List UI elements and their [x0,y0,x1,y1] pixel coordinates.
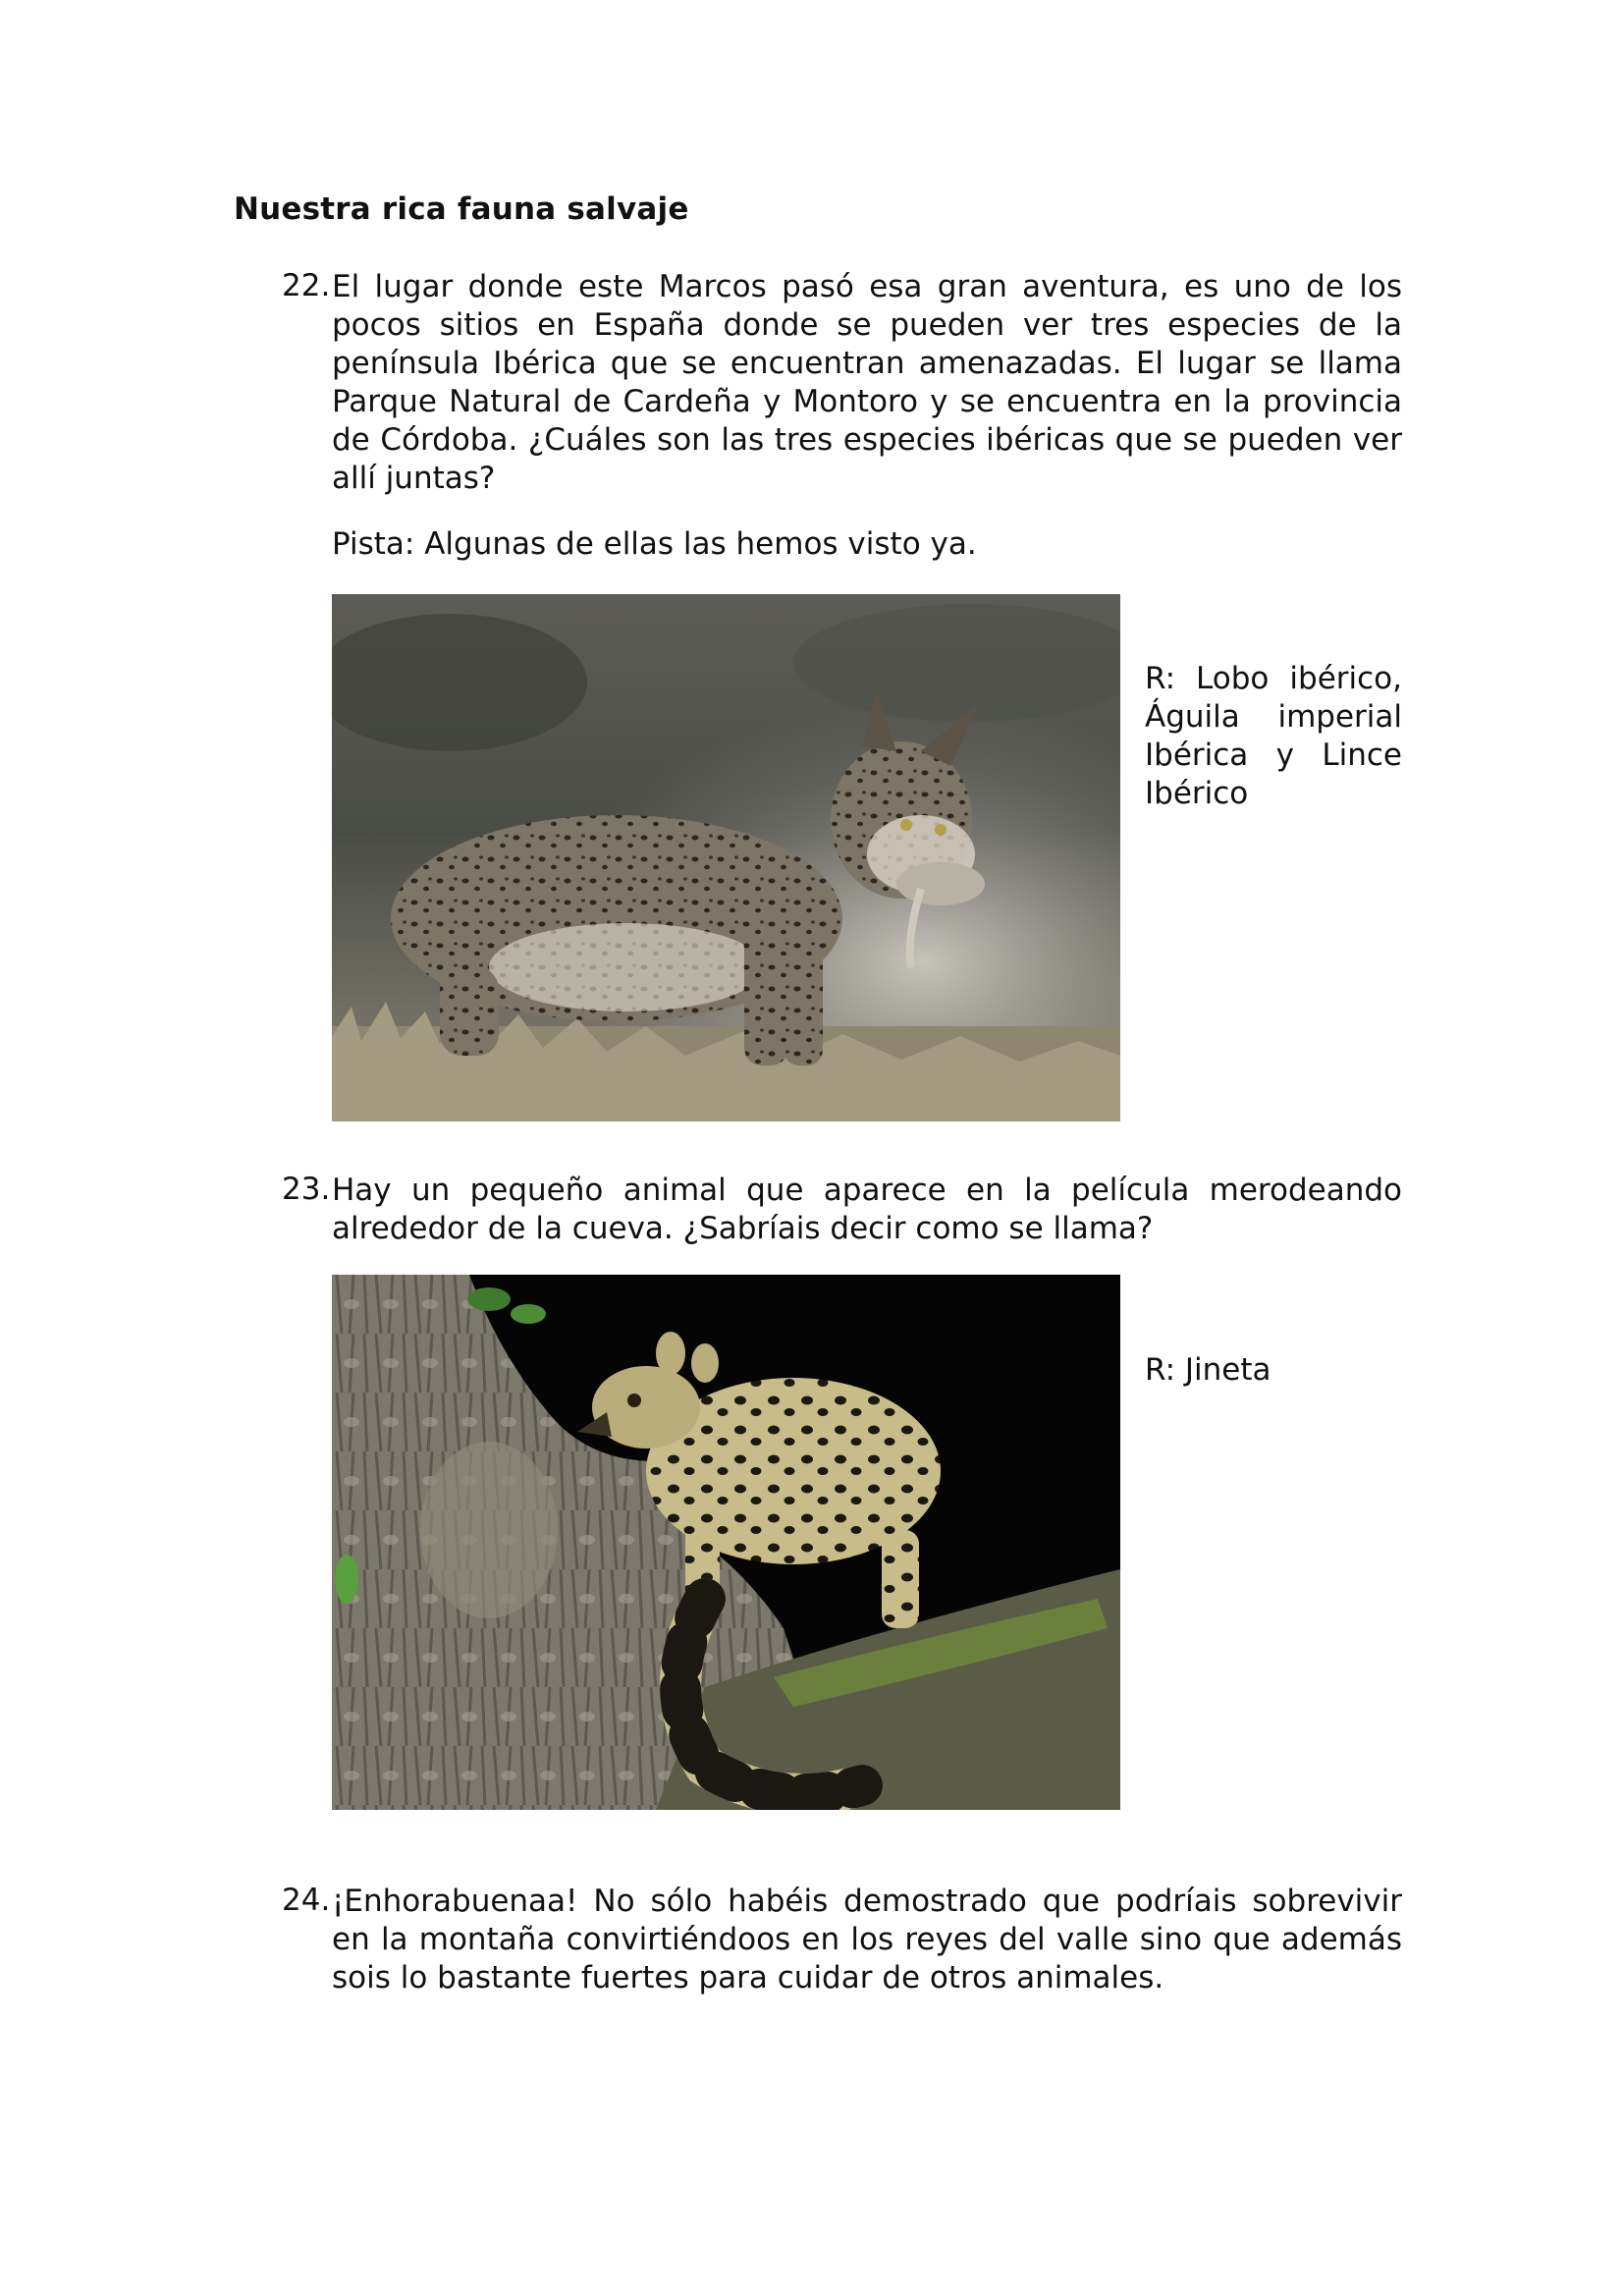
lynx-photo [332,594,1120,1121]
page-title: Nuestra rica fauna salvaje [234,191,689,227]
question-23-number: 23. [282,1172,331,1207]
answer-22: R: Lobo ibérico, Águila imperial Ibérica y Lince Ibérico [1145,661,1402,811]
question-22-text: El lugar donde este Marcos pasó esa gran aventura, es uno de los pocos sitios en España donde se pueden ver tres especies de la península Ibérica que se encuentran amenazadas. El lugar se llama Parque Natural de Cardeña y Montoro y se encuentra en la provincia de Córdoba. ¿Cuáles son las tres especies ibéricas que se pueden ver allí juntas? [332,269,1402,496]
question-22-hint: Pista: Algunas de ellas las hemos visto ya. [332,526,977,562]
answer-23: R: Jineta [1145,1352,1271,1388]
question-23-text: Hay un pequeño animal que aparece en la película merodeando alrededor de la cueva. ¿Sabríais decir como se llama? [332,1173,1402,1246]
question-24-number: 24. [282,1883,331,1918]
question-24-text: ¡Enhorabuenaa! No sólo habéis demostrado que podríais sobrevivir en la montaña convirtiéndoos en los reyes del valle sino que además sois lo bastante fuertes para cuidar de otros animales. [332,1884,1402,1995]
genet-photo [332,1275,1120,1810]
question-22-number: 22. [282,268,331,303]
